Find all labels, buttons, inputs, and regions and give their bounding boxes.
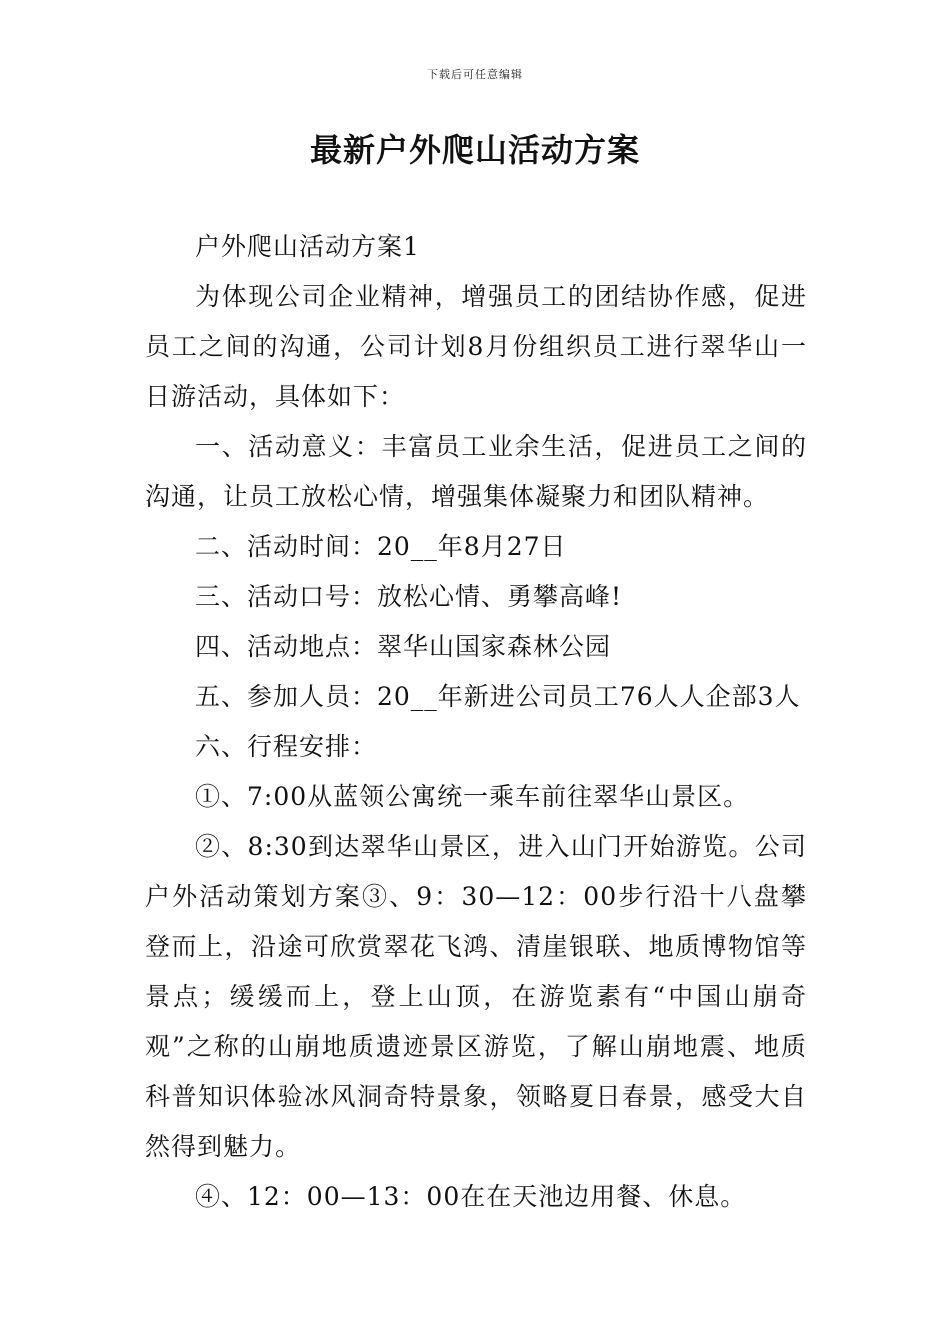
header-note: 下载后可任意编辑 (427, 68, 523, 81)
activity-time: 二、活动时间：20__年8月27日 (195, 532, 567, 561)
intro-paragraph: 为体现公司企业精神，增强员工的团结协作感，促进员工之间的沟通，公司计划8月份组织员工进行翠华山一日游活动，具体如下： (145, 282, 807, 411)
activity-slogan: 三、活动口号：放松心情、勇攀高峰! (195, 582, 623, 611)
document-body (145, 222, 807, 1222)
itinerary-item-4: ④、12：00—13：00在在天池边用餐、休息。 (195, 1182, 747, 1211)
document-title: 最新户外爬山活动方案 (309, 131, 640, 169)
activity-location: 四、活动地点：翠华山国家森林公园 (195, 632, 612, 661)
itinerary-item-2: ②、8:30到达翠华山景区，进入山门开始游览。公司户外活动策划方案③、9：30—12：00步行沿十八盘攀登而上，沿途可欣赏翠花飞鸿、清崖银联、地质博物馆等景点；缓缓而上，登上山顶，在游览素有“中国山崩奇观”之称的山崩地质遗迹景区游览，了解山崩地震、地质科普知识体验冰风洞奇特景象，领略夏日春景，感受大自然得到魅力。 (145, 832, 807, 1161)
activity-purpose: 一、活动意义：丰富员工业余生活，促进员工之间的沟通，让员工放松心情，增强集体凝聚力和团队精神。 (145, 432, 807, 511)
participants: 五、参加人员：20__年新进公司员工76人人企部3人 (195, 682, 801, 711)
itinerary-heading: 六、行程安排： (195, 732, 378, 761)
section-heading: 户外爬山活动方案1 (195, 232, 420, 261)
itinerary-item-1: ①、7:00从蓝领公寓统一乘车前往翠华山景区。 (195, 782, 750, 811)
